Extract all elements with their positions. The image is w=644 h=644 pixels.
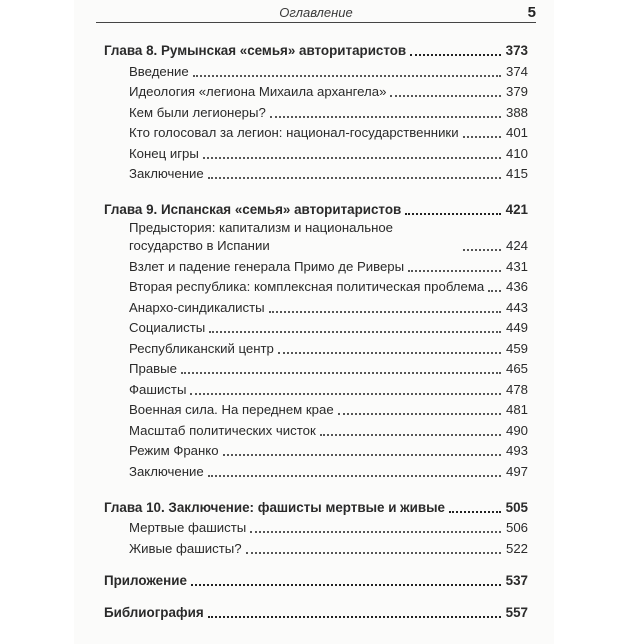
toc-entry[interactable] — [104, 517, 528, 538]
entry-title: Заключение — [129, 166, 204, 181]
toc-chapter-8[interactable] — [104, 38, 528, 60]
dot-leader — [193, 74, 501, 77]
toc-chapter-9[interactable] — [104, 197, 528, 219]
dot-leader — [278, 351, 501, 354]
entry-page: 522 — [505, 540, 528, 556]
toc-entry[interactable] — [104, 537, 528, 558]
chapter-title: Глава 8. Румынская «семья» авторитаристов — [104, 43, 407, 58]
entry-page: 415 — [505, 166, 528, 181]
dot-leader — [463, 248, 501, 251]
dot-leader — [408, 269, 501, 272]
entry-page: 493 — [505, 443, 528, 458]
entry-title: Правые — [129, 361, 177, 376]
dot-leader — [338, 412, 501, 415]
toc-entry[interactable] — [104, 296, 528, 317]
dot-leader — [269, 310, 501, 313]
entry-title: Заключение — [129, 463, 204, 479]
entry-page: 459 — [505, 340, 528, 356]
header-rule — [96, 22, 536, 23]
section-gap — [104, 590, 528, 600]
chapter-title: Глава 10. Заключение: фашисты мертвые и живые — [104, 499, 445, 515]
entry-page: 388 — [505, 104, 528, 120]
toc-entry[interactable] — [104, 378, 528, 399]
dot-leader — [410, 53, 501, 56]
toc-chapter-10[interactable] — [104, 495, 528, 517]
chapter-page: 421 — [505, 202, 528, 217]
chapter-title: Библиография — [104, 604, 204, 620]
toc-entry[interactable] — [104, 163, 528, 184]
entry-page: 497 — [505, 463, 528, 479]
dot-leader — [449, 510, 501, 513]
entry-title: Анархо-синдикалисты — [129, 299, 265, 315]
section-gap — [104, 481, 528, 495]
toc-entry[interactable] — [104, 317, 528, 338]
entry-title: Военная сила. На переднем крае — [129, 402, 334, 417]
entry-title: Введение — [129, 63, 189, 79]
dot-leader — [208, 474, 501, 477]
running-header-title: Оглавление — [279, 5, 353, 20]
entry-page: 506 — [505, 520, 528, 535]
toc-entry[interactable] — [104, 399, 528, 420]
entry-title: Конец игры — [129, 145, 199, 161]
dot-leader — [246, 551, 501, 554]
entry-title: Вторая республика: комплексная политическая проблема — [129, 279, 485, 294]
dot-leader — [208, 176, 501, 179]
chapter-title: Глава 9. Испанская «семья» авторитаристов — [104, 202, 402, 217]
entry-page: 436 — [505, 279, 528, 294]
toc-entry[interactable] — [104, 81, 528, 102]
toc-bibliography[interactable] — [104, 600, 528, 622]
entry-title: Мертвые фашисты — [129, 520, 247, 535]
entry-title: Режим Франко — [129, 443, 219, 458]
entry-title: Социалисты — [129, 320, 206, 335]
entry-title: Предыстория: капитализм и национальное государство в Испании — [129, 220, 394, 253]
toc-entry[interactable] — [104, 358, 528, 379]
toc-entry[interactable] — [104, 60, 528, 81]
dot-leader — [320, 433, 501, 436]
dot-leader — [223, 453, 501, 456]
section-gap — [104, 558, 528, 568]
chapter-page: 557 — [505, 604, 528, 620]
entry-title: Масштаб политических чисток — [129, 422, 316, 438]
dot-leader — [181, 371, 501, 374]
dot-leader — [405, 212, 501, 215]
toc-entry[interactable] — [104, 219, 528, 255]
dot-leader — [191, 583, 501, 586]
dot-leader — [208, 615, 501, 618]
entry-page: 379 — [505, 84, 528, 99]
entry-page: 401 — [505, 125, 528, 140]
entry-page: 431 — [505, 258, 528, 274]
toc-entry[interactable] — [104, 337, 528, 358]
entry-page: 374 — [505, 63, 528, 79]
entry-page: 490 — [505, 422, 528, 438]
toc-entry[interactable] — [104, 419, 528, 440]
running-header — [96, 2, 536, 22]
table-of-contents — [104, 38, 528, 622]
dot-leader — [390, 94, 501, 97]
toc-appendix[interactable] — [104, 568, 528, 590]
toc-entry[interactable] — [104, 101, 528, 122]
page-number: 5 — [527, 4, 536, 21]
entry-title: Кто голосовал за легион: национал-государственники — [129, 125, 459, 140]
section-gap — [104, 183, 528, 197]
entry-title: Кем были легионеры? — [129, 104, 266, 120]
dot-leader — [463, 135, 501, 138]
chapter-page: 373 — [505, 43, 528, 58]
entry-title: Идеология «легиона Михаила архангела» — [129, 84, 387, 99]
entry-page: 424 — [505, 238, 528, 253]
toc-entry[interactable] — [104, 276, 528, 297]
chapter-page: 537 — [505, 572, 528, 588]
entry-title: Живые фашисты? — [129, 540, 242, 556]
entry-title: Фашисты — [129, 381, 187, 397]
entry-page: 478 — [505, 381, 528, 397]
dot-leader — [209, 330, 501, 333]
entry-page: 449 — [505, 320, 528, 335]
entry-page: 443 — [505, 299, 528, 315]
entry-title: Республиканский центр — [129, 340, 274, 356]
toc-entry[interactable] — [104, 440, 528, 461]
chapter-page: 505 — [505, 499, 528, 515]
chapter-title: Приложение — [104, 572, 187, 588]
entry-page: 465 — [505, 361, 528, 376]
toc-entry[interactable] — [104, 142, 528, 163]
entry-page: 410 — [505, 145, 528, 161]
toc-entry[interactable] — [104, 255, 528, 276]
dot-leader — [203, 156, 501, 159]
toc-entry[interactable] — [104, 460, 528, 481]
dot-leader — [250, 530, 501, 533]
dot-leader — [270, 115, 501, 118]
entry-title: Взлет и падение генерала Примо де Риверы — [129, 258, 405, 274]
dot-leader — [190, 392, 501, 395]
dot-leader — [488, 289, 501, 292]
entry-page: 481 — [505, 402, 528, 417]
toc-entry[interactable] — [104, 122, 528, 143]
